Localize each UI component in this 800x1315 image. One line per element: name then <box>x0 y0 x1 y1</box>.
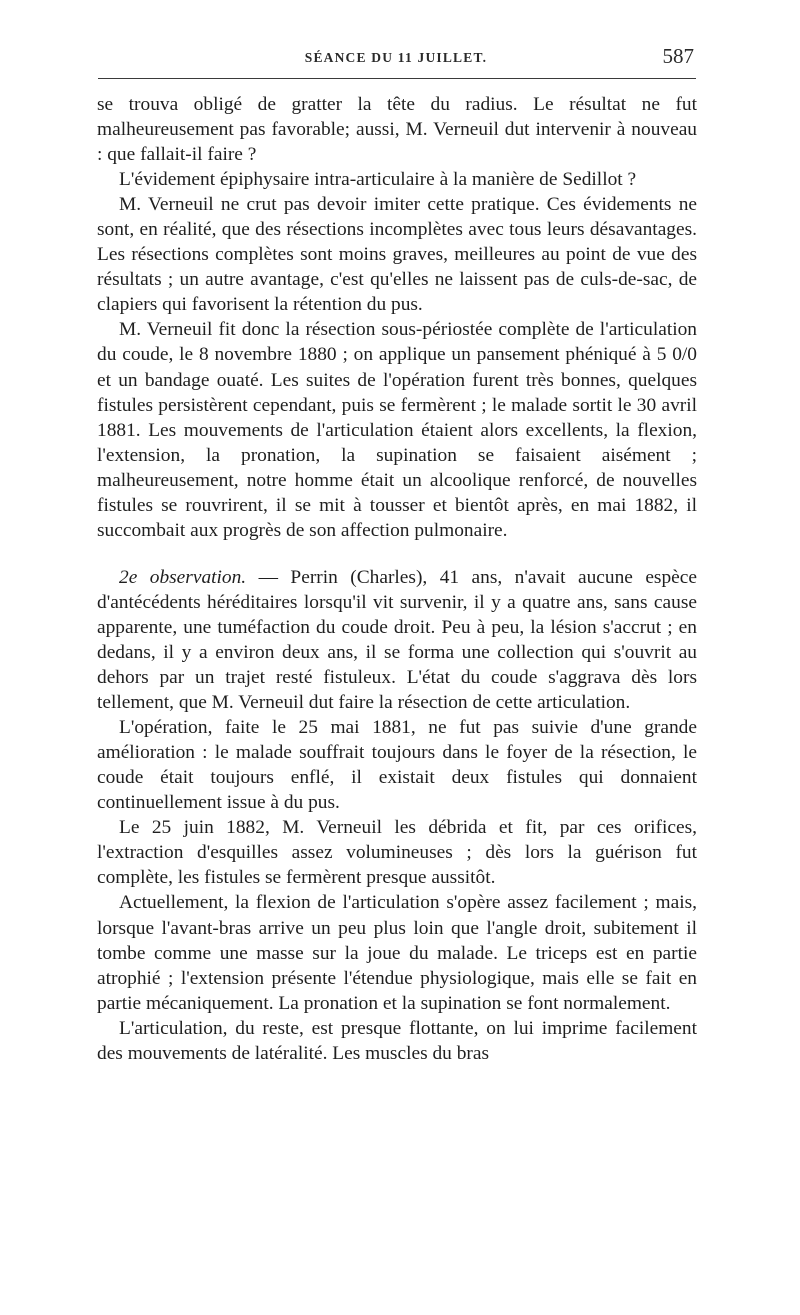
paragraph-4: M. Verneuil fit donc la résection sous-périostée complète de l'articulation du coude, le 8 novembre 1880 ; on applique un pansement phéniqué à 5 0/0 et un bandage ouaté. Les suites de l'opération furent très bonnes, quelques fistules persistèrent cependant, puis se fermèrent ; le malade sortit le 30 avril 1881. Les mouvements de l'articulation étaient alors excellents, la flexion, l'extension, la pronation, la supination se faisaient aisément ; malheureusement, notre homme était un alcoolique renforcé, de nouvelles fistules se rouvrirent, il se mit à tousser et bientôt après, en mai 1882, il succombait aux progrès de son affection pulmonaire. <box>97 319 697 541</box>
observation-label: 2e observation. <box>119 566 247 588</box>
body-text <box>97 92 697 1066</box>
page-number: 587 <box>662 44 694 68</box>
header-rule <box>98 78 696 79</box>
paragraph-8: Actuellement, la flexion de l'articulation s'opère assez facilement ; mais, lorsque l'avant-bras arrive un peu plus loin que l'angle droit, subitement il tombe comme une masse sur la joue du malade. Le triceps est en partie atrophié ; l'extension présente l'étendue physiologique, mais elle se fait en partie mécaniquement. La pronation et la supination se font normalement. <box>97 892 697 1014</box>
running-title: SÉANCE DU 11 JUILLET. <box>304 50 488 65</box>
paragraph-9: L'articulation, du reste, est presque flottante, on lui imprime facilement des mouvements de latéralité. Les muscles du bras <box>97 1017 697 1064</box>
paragraph-7: Le 25 juin 1882, M. Verneuil les débrida et fit, par ces orifices, l'extraction d'esquilles assez volumineuses ; dès lors la guérison fut complète, les fistules se fermèrent presque aussitôt. <box>97 817 697 889</box>
paragraph-2: L'évidement épiphysaire intra-articulaire à la manière de Sedillot ? <box>119 169 637 191</box>
paragraph-6: L'opération, faite le 25 mai 1881, ne fut pas suivie d'une grande amélioration : le malade souffrait toujours dans le foyer de la résection, le coude était toujours enflé, il existait deux fistules qui donnaient continuellement issue à du pus. <box>97 717 697 814</box>
paragraph-observation-2 <box>97 565 697 715</box>
running-head <box>96 44 696 74</box>
observation-text: — Perrin (Charles), 41 ans, n'avait aucune espèce d'antécédents héréditaires lorsqu'il vit survenir, il y a quatre ans, sans cause apparente, une tuméfaction du coude droit. Peu à peu, la lésion s'accrut ; en dedans, il y a environ deux ans, il se forma une collection qui s'ouvrit au dehors par un trajet resté fistuleux. L'état du coude s'aggrava dès lors tellement, que M. Verneuil dut faire la résection de cette articulation. <box>97 566 697 714</box>
paragraph-3: M. Verneuil ne crut pas devoir imiter cette pratique. Ces évidements ne sont, en réalité, que des résections incomplètes avec tous leurs désavantages. Les résections complètes sont moins graves, meilleures au point de vue des résultats ; un autre avantage, c'est qu'elles ne laissent pas de culs-de-sac, de clapiers qui favorisent la rétention du pus. <box>97 194 697 316</box>
paragraph-1: se trouva obligé de gratter la tête du radius. Le résultat ne fut malheureusement pas favorable; aussi, M. Verneuil dut intervenir à nouveau : que fallait-il faire ? <box>97 94 697 166</box>
